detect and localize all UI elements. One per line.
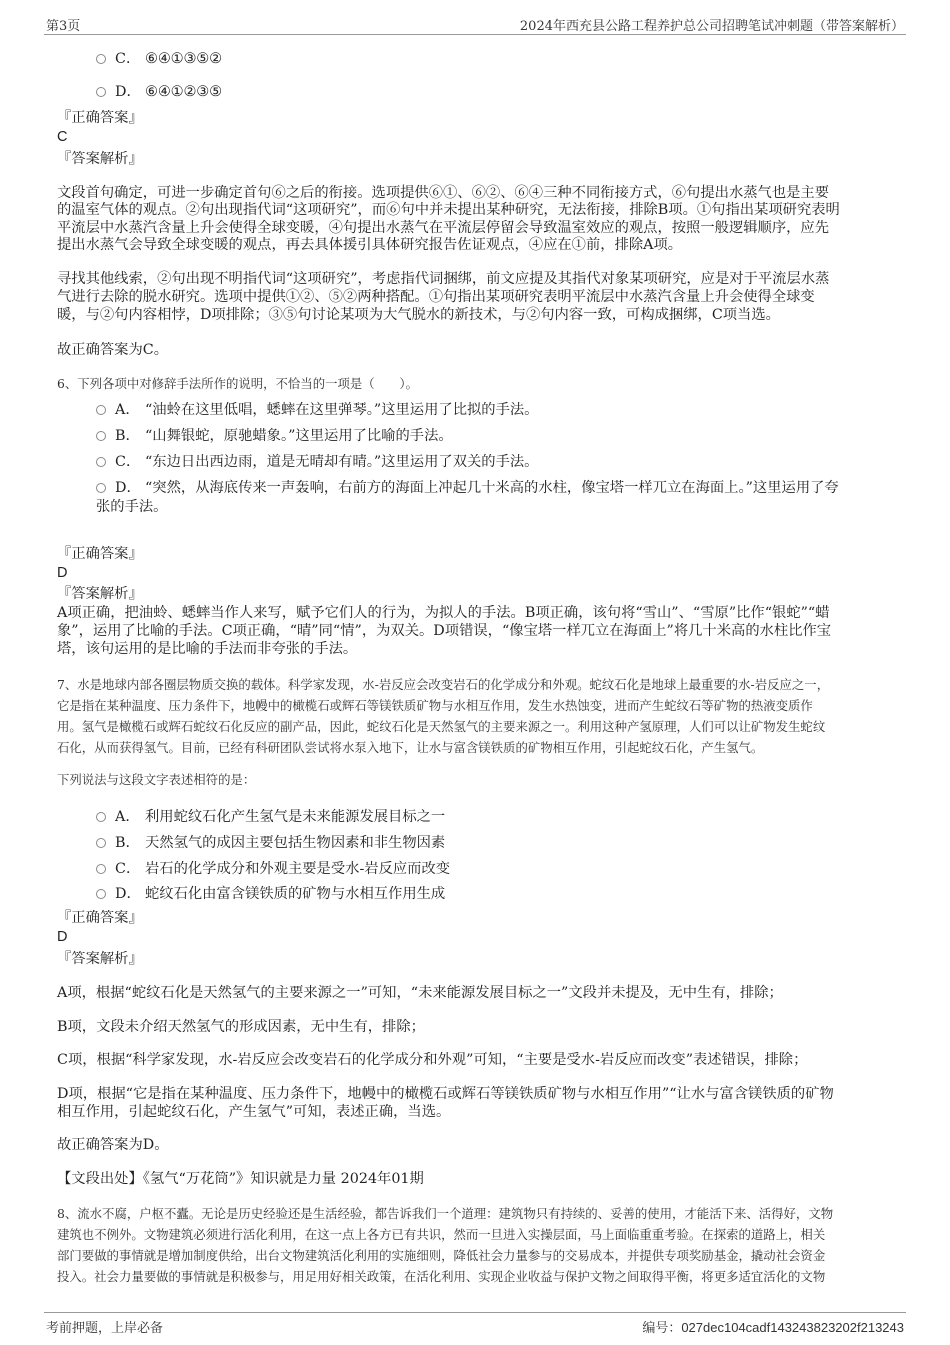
q7-option-b[interactable]: B． 天然氢气的成因主要包括生物因素和非生物因素 — [96, 832, 445, 852]
q6-answer: D — [57, 565, 68, 581]
q7-passage-line: 它是指在某种温度、压力条件下，地幔中的橄榄石或辉石等镁铁质矿物与水相互作用，发生水热蚀变，进而产生蛇纹石等矿物的热液变质作 — [57, 698, 813, 713]
q7-passage-line: 7、水是地球内部各圈层物质交换的载体。科学家发现，水-岩反应会改变岩石的化学成分和外观。蛇纹石化是地球上最重要的水-岩反应之一， — [57, 677, 830, 692]
page-number: 第3页 — [46, 19, 81, 34]
page-header — [44, 12, 906, 35]
radio-icon[interactable] — [96, 405, 106, 415]
q7-analysis-b: B项，文段未介绍天然氢气的形成因素，无中生有，排除； — [57, 1019, 425, 1035]
q7-answer: D — [57, 929, 68, 945]
q5-answer-label: 『正确答案』 — [57, 110, 143, 126]
q7-analysis-label: 『答案解析』 — [57, 951, 143, 967]
q6-option-d[interactable]: D． “突然，从海底传来一声轰响，右前方的海面上冲起几十米高的水柱，像宝塔一样兀立在海面上。”这里运用了夸 — [96, 477, 839, 497]
q5-analysis-line: 平流层中水蒸汽含量上升会使得全球变暖，④句提出水蒸气在平流层停留会导致温室效应的观点，按照一般逻辑顺序，应先 — [57, 220, 830, 236]
q5-analysis-line: 暖，与②句内容相悖，D项排除；③⑤句讨论某项为大气脱水的新技术，与②句内容一致，可构成捆绑，C项当选。 — [57, 307, 780, 323]
q7-analysis-c: C项，根据“科学家发现，水-岩反应会改变岩石的化学成分和外观”可知，“主要是受水-岩反应而改变”表述错误，排除； — [57, 1052, 808, 1068]
q6-stem: 6、下列各项中对修辞手法所作的说明，不恰当的一项是（ ）。 — [57, 376, 419, 391]
document-title: 2024年西充县公路工程养护总公司招聘笔试冲刺题（带答案解析） — [519, 19, 904, 34]
q6-option-d-cont: 张的手法。 — [96, 499, 168, 515]
q6-answer-label: 『正确答案』 — [57, 546, 143, 562]
q7-analysis-d-line: 相互作用，引起蛇纹石化，产生氢气”可知，表述正确，当选。 — [57, 1104, 451, 1120]
q8-passage-line: 投入。社会力量要做的事情就是积极参与，用足用好相关政策，在活化利用、实现企业收益与保护文物之间取得平衡，将更多适宜活化的文物 — [57, 1269, 826, 1284]
q7-option-c[interactable]: C． 岩石的化学成分和外观主要是受水-岩反应而改变 — [96, 858, 450, 878]
radio-icon[interactable] — [96, 87, 106, 97]
q7-conclusion: 故正确答案为D。 — [57, 1137, 169, 1153]
q5-analysis-line: 文段首句确定，可进一步确定首句⑥之后的衔接。选项提供⑥①、⑥②、⑥④三种不同衔接方式，⑥句提出水蒸气也是主要 — [57, 185, 830, 201]
q7-passage-line: 用。氢气是橄榄石或辉石蛇纹石化反应的副产品，因此，蛇纹石化是天然氢气的主要来源之一。利用这种产氢原理，人们可以让矿物发生蛇纹 — [57, 719, 826, 734]
q7-analysis-a: A项，根据“蛇纹石化是天然氢气的主要来源之一”可知，“未来能源发展目标之一”文段并未提及，无中生有，排除； — [57, 985, 783, 1001]
q5-option-c[interactable]: C． ⑥④①③⑤② — [96, 48, 222, 68]
q7-option-a[interactable]: A． 利用蛇纹石化产生氢气是未来能源发展目标之一 — [96, 806, 445, 826]
radio-icon[interactable] — [96, 889, 106, 899]
q8-passage-line: 建筑也不例外。文物建筑必须进行活化利用，在这一点上各方已有共识，然而一旦进入实操层面，马上面临重重考验。在探索的道路上，相关 — [57, 1227, 826, 1242]
document-id: 编号：027dec104cadf143243823202f213243 — [642, 1320, 904, 1335]
q8-passage-line: 部门要做的事情就是增加制度供给，出台文物建筑活化利用的实施细则，降低社会力量参与的交易成本，并提供专项奖励基金，撬动社会资金 — [57, 1248, 826, 1263]
q6-analysis-line: 塔，该句运用的是比喻的手法而非夸张的手法。 — [57, 641, 358, 657]
footer-slogan: 考前押题，上岸必备 — [46, 1321, 164, 1336]
radio-icon[interactable] — [96, 483, 106, 493]
q7-option-d[interactable]: D． 蛇纹石化由富含镁铁质的矿物与水相互作用生成 — [96, 883, 445, 903]
radio-icon[interactable] — [96, 864, 106, 874]
q5-analysis-line: 提出水蒸气会导致全球变暖的观点，再去具体援引具体研究报告佐证观点，④应在①前，排除A项。 — [57, 237, 683, 253]
q5-conclusion: 故正确答案为C。 — [57, 342, 169, 358]
page-footer — [44, 1312, 906, 1335]
q5-analysis-line: 寻找其他线索，②句出现不明指代词“这项研究”，考虑指代词捆绑，前文应提及其指代对象某项研究，应是对于平流层水蒸 — [57, 271, 830, 287]
q7-passage-line: 石化，从而获得氢气。目前，已经有科研团队尝试将水泵入地下，让水与富含镁铁质的矿物相互作用，引起蛇纹石化，产生氢气。 — [57, 740, 764, 755]
q6-option-a[interactable]: A． “油蛉在这里低唱，蟋蟀在这里弹琴。”这里运用了比拟的手法。 — [96, 399, 538, 419]
q7-prompt: 下列说法与这段文字表述相符的是： — [57, 772, 256, 787]
q7-analysis-d-line: D项，根据“它是指在某种温度、压力条件下，地幔中的橄榄石或辉石等镁铁质矿物与水相互作用”“让水与富含镁铁质的矿物 — [57, 1086, 834, 1102]
radio-icon[interactable] — [96, 838, 106, 848]
q7-source: 【文段出处】《氢气“万花筒”》知识就是力量 2024年01期 — [57, 1171, 424, 1187]
q5-answer: C — [57, 129, 68, 145]
radio-icon[interactable] — [96, 431, 106, 441]
q6-analysis-label: 『答案解析』 — [57, 586, 143, 602]
q7-answer-label: 『正确答案』 — [57, 910, 143, 926]
q6-analysis-line: A项正确，把油蛉、蟋蟀当作人来写，赋予它们人的行为，为拟人的手法。B项正确，该句将“雪山”、“雪原”比作“银蛇”“蜡 — [57, 605, 830, 621]
q8-passage-line: 8、流水不腐，户枢不蠹。无论是历史经验还是生活经验，都告诉我们一个道理：建筑物只有持续的、妥善的使用，才能活下来、活得好，文物 — [57, 1206, 834, 1221]
q5-analysis-line: 的温室气体的观点。②句出现指代词“这项研究”，而⑥句中并未提出某种研究，无法衔接，排除B项。①句指出某项研究表明 — [57, 202, 840, 218]
q6-option-b[interactable]: B． “山舞银蛇，原驰蜡象。”这里运用了比喻的手法。 — [96, 425, 453, 445]
radio-icon[interactable] — [96, 812, 106, 822]
q5-analysis-label: 『答案解析』 — [57, 151, 143, 167]
q5-option-d[interactable]: D． ⑥④①②③⑤ — [96, 81, 222, 101]
q6-option-c[interactable]: C． “东边日出西边雨，道是无晴却有晴。”这里运用了双关的手法。 — [96, 451, 538, 471]
radio-icon[interactable] — [96, 54, 106, 64]
q5-analysis-line: 气进行去除的脱水研究。选项中提供①②、⑤②两种搭配。①句指出某项研究表明平流层中水蒸汽含量上升会使得全球变 — [57, 289, 815, 305]
q6-analysis-line: 象”，运用了比喻的手法。C项正确，“晴”同“情”，为双关。D项错误，“像宝塔一样兀立在海面上”将几十米高的水柱比作宝 — [57, 623, 832, 639]
radio-icon[interactable] — [96, 457, 106, 467]
